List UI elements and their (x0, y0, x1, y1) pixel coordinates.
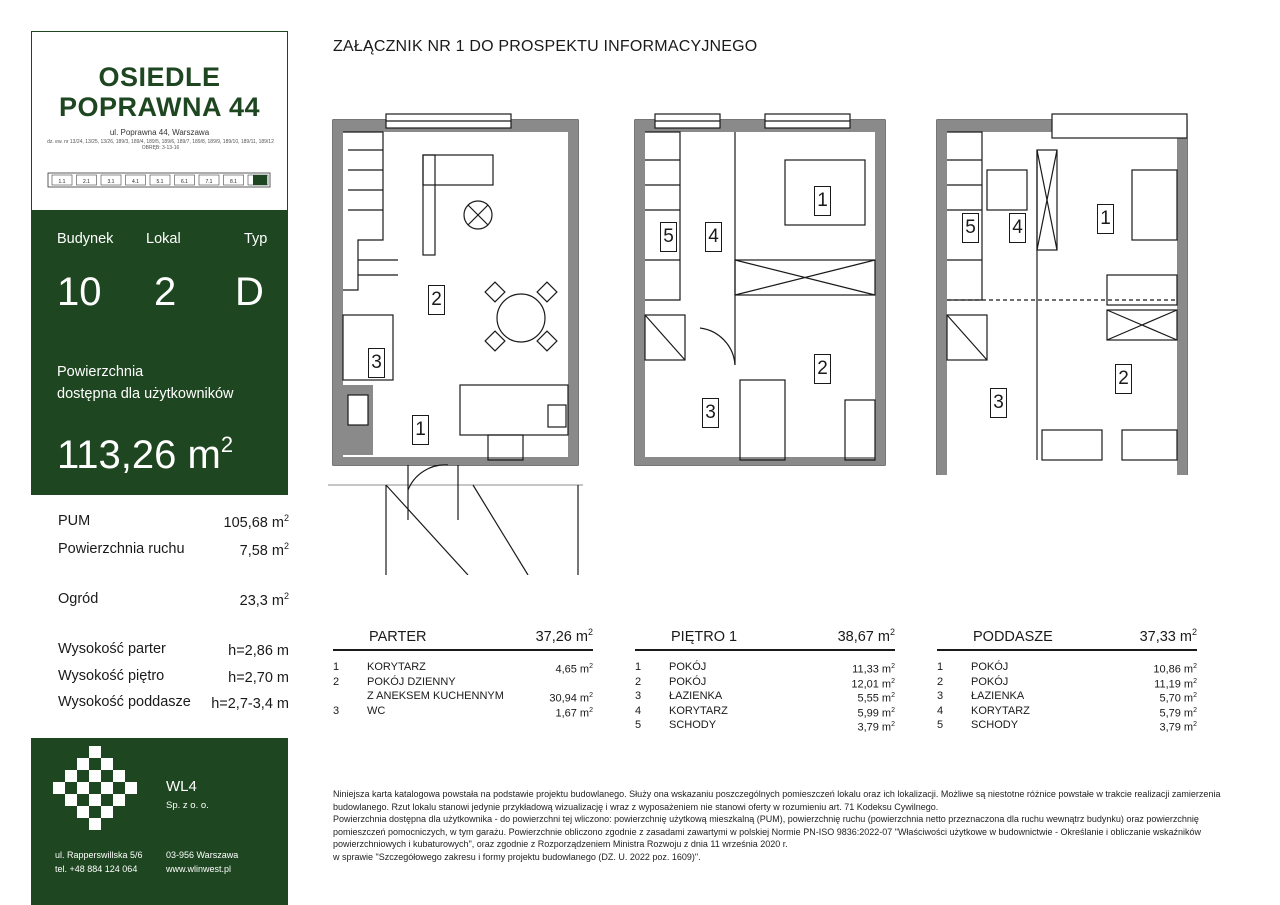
stat-label: PUM (58, 513, 91, 529)
site-unit-label: 3.1 (107, 179, 115, 185)
table-divider (635, 649, 895, 651)
room-area-exponent: 2 (1193, 706, 1197, 714)
company-phone: tel. +48 884 124 064 (55, 864, 138, 874)
room-label-poddasze-1: 1 (1097, 204, 1114, 234)
room-number: 4 (635, 704, 642, 717)
company-logo-icon (53, 746, 139, 832)
stat-value-exponent: 2 (283, 541, 289, 551)
stat-label: Wysokość piętro (58, 668, 165, 684)
room-area (483, 689, 593, 703)
floor-plan-parter (328, 110, 590, 575)
room-label-pietro-4: 4 (705, 222, 722, 252)
floor-name: PODDASZE (973, 629, 1053, 645)
site-unit-label: 8.1 (230, 179, 237, 185)
unit-spec-panel (31, 211, 288, 495)
room-number: 5 (937, 719, 944, 731)
room-area (785, 704, 895, 718)
room-area (1087, 675, 1197, 689)
stat-value-exponent: 2 (283, 591, 289, 601)
room-label-poddasze-5: 5 (962, 213, 979, 243)
stat-value-number: h=2,70 m (228, 669, 289, 686)
room-area-number: 5,99 m (857, 707, 892, 720)
building-number: 10 (57, 270, 102, 314)
floor-plan-pietro (630, 110, 892, 475)
highlighted-unit (253, 175, 267, 185)
room-area-exponent: 2 (589, 706, 593, 714)
project-plots (38, 139, 283, 151)
room-area (1087, 718, 1197, 732)
project-address: ul. Poprawna 44, Warszawa (109, 128, 210, 137)
usable-area-label-1: Powierzchnia (57, 364, 144, 380)
disclaimer (333, 788, 1243, 863)
room-area-number: 10,86 m (1153, 663, 1194, 676)
room-area (785, 660, 895, 674)
room-area-number: 11,19 m (1154, 678, 1194, 691)
building-label: Budynek (57, 231, 114, 247)
room-name: POKÓJ (971, 661, 1009, 673)
project-name-line1: OSIEDLE (98, 62, 221, 92)
floor-name: PIĘTRO 1 (671, 629, 738, 645)
site-unit-label: 6.1 (181, 179, 188, 185)
stat-value-exponent: 2 (283, 513, 289, 523)
room-name: POKÓJ (971, 675, 1009, 688)
room-area-number: 5,55 m (857, 692, 892, 705)
room-area (1087, 689, 1197, 703)
room-number: 3 (635, 690, 642, 702)
room-area-number: 4,65 m (555, 663, 590, 676)
room-area-exponent: 2 (891, 663, 895, 670)
document-title: ZAŁĄCZNIK NR 1 DO PROSPEKTU INFORMACYJNEGO (333, 38, 758, 55)
stat-value (228, 668, 289, 686)
stat-value (240, 591, 289, 609)
floor-name: PARTER (369, 629, 427, 645)
stat-value (224, 513, 289, 531)
usable-area-number: 113,26 m (57, 433, 221, 477)
project-name (32, 62, 287, 122)
room-label-poddasze-2: 2 (1115, 364, 1132, 394)
plot-numbers: dz. ew. nr 13/24, 13/25, 13/26, 189/3, 189/4, 189/5, 189/6, 189/7, 189/8, 189/9, 189/10, 189/11, 189/12 (47, 139, 274, 145)
room-area-number: 3,79 m (1159, 721, 1194, 734)
stat-label: Wysokość parter (58, 641, 166, 657)
room-area-exponent: 2 (589, 663, 593, 670)
room-area-exponent: 2 (891, 706, 895, 714)
district: OBRĘB: 3-13-16 (141, 145, 180, 151)
room-area-number: 3,79 m (857, 721, 892, 734)
room-area-exponent: 2 (1193, 663, 1197, 670)
room-area-number: 30,94 m (549, 692, 590, 705)
usable-area-value (57, 425, 233, 475)
company-suffix: Sp. z o. o. (166, 800, 209, 811)
floor-total-area (473, 627, 593, 645)
room-area-number: 5,79 m (1159, 707, 1194, 720)
room-number: 2 (635, 675, 642, 688)
site-plan-map (46, 169, 276, 193)
floor-total-number: 38,67 m (837, 628, 890, 645)
room-area (785, 675, 895, 689)
room-name: POKÓJ (669, 675, 707, 688)
project-name-line2: POPRAWNA 44 (58, 92, 261, 122)
type-label: Typ (244, 231, 268, 247)
stat-value-number: 23,3 m (239, 592, 284, 609)
room-number: 2 (333, 675, 340, 688)
stat-value-number: 105,68 m (223, 514, 284, 531)
project-logo-box (31, 31, 288, 211)
room-area (483, 660, 593, 674)
floor-total-number: 37,33 m (1139, 628, 1192, 645)
room-area-number: 11,33 m (852, 663, 892, 676)
room-number: 4 (937, 704, 944, 717)
floor-total-area (775, 627, 895, 645)
room-area-exponent: 2 (891, 677, 895, 685)
room-label-poddasze-4: 4 (1009, 213, 1026, 243)
floor-plan-poddasze (932, 110, 1194, 475)
usable-area-label-2: dostępna dla użytkowników (57, 386, 234, 402)
room-name: POKÓJ DZIENNY (367, 675, 456, 688)
company-city: 03-956 Warszawa (166, 850, 239, 860)
room-area-number: 1,67 m (555, 707, 590, 720)
company-name: WL4 (166, 778, 197, 795)
stat-value (228, 641, 289, 659)
room-number: 1 (937, 661, 944, 673)
table-divider (937, 649, 1197, 651)
room-area (785, 718, 895, 732)
site-unit-label: 1.1 (58, 179, 66, 185)
floor-total-area (1077, 627, 1197, 645)
stat-label: Wysokość poddasze (58, 694, 191, 710)
room-area-number: 5,70 m (1159, 692, 1194, 705)
room-number: 3 (333, 704, 340, 717)
room-area (1087, 660, 1197, 674)
room-label-pietro-3: 3 (702, 398, 719, 428)
stat-value-number: h=2,7-3,4 m (211, 695, 289, 712)
room-name: KORYTARZ (669, 704, 728, 717)
room-area-exponent: 2 (891, 721, 895, 728)
room-name: SCHODY (669, 719, 717, 731)
room-area (483, 704, 593, 718)
room-area-exponent: 2 (589, 692, 593, 699)
room-number: 1 (333, 661, 340, 673)
room-area-exponent: 2 (1193, 692, 1197, 699)
room-label-pietro-1: 1 (814, 186, 831, 216)
room-area-exponent: 2 (1193, 721, 1197, 728)
disclaimer-paragraph-3: w sprawie "Szczegółowego zakresu i formy projektu budowlanego (DZ. U. 2022 poz. 1609)". (333, 851, 701, 862)
site-unit-label: 5.1 (156, 179, 164, 185)
stat-value-number: h=2,86 m (228, 642, 289, 659)
stat-value-number: 7,58 m (239, 542, 284, 559)
room-label-parter-3: 3 (368, 348, 385, 378)
floor-total-exponent: 2 (1191, 627, 1197, 637)
table-divider (333, 649, 593, 651)
room-name: Z ANEKSEM KUCHENNYM (367, 690, 504, 702)
room-number: 5 (635, 719, 642, 731)
room-label-parter-2: 2 (428, 285, 445, 315)
room-number: 3 (937, 690, 944, 702)
room-name: KORYTARZ (367, 661, 426, 673)
room-area-exponent: 2 (891, 692, 895, 699)
room-name: KORYTARZ (971, 704, 1030, 717)
room-label-poddasze-3: 3 (990, 388, 1007, 418)
room-area-exponent: 2 (1193, 677, 1197, 685)
room-label-parter-1: 1 (412, 415, 429, 445)
floor-total-exponent: 2 (889, 627, 895, 637)
room-number: 2 (937, 675, 944, 688)
stat-value (211, 694, 289, 712)
room-number: 1 (635, 661, 642, 673)
company-website[interactable]: www.wlinwest.pl (166, 864, 232, 874)
company-panel (31, 738, 288, 905)
site-unit-label: 2.1 (83, 179, 90, 185)
floor-total-number: 37,26 m (535, 628, 588, 645)
room-area (1087, 704, 1197, 718)
site-unit-label: 7.1 (205, 179, 213, 185)
usable-area-exponent: 2 (220, 432, 234, 457)
room-name: WC (367, 704, 386, 717)
disclaimer-paragraph-2: Powierzchnia dostępna dla użytkownika - do powierzchni tej wliczono: powierzchnię użytkową mieszkalną (PUM), powierzchnię ruchu (powierzchnia netto przeznaczona dla ruchu wewnątrz budynku) oraz powierzchnię pomieszczeń pomocniczych, w tym garażu. Powierzchnie obliczono zgodnie z zasadami zawartymi w polskiej Normie PN-ISO 9836:2022-07 "Właściwości użytkowe w budownictwie - Określanie i obliczanie wskaźników powierzchniowych i kubaturowych", oraz zgodnie z Rozporządzeniem Ministra Rozwoju z dnia 11 września 2020 r. (333, 814, 1202, 849)
room-area (785, 689, 895, 703)
room-label-pietro-5: 5 (660, 222, 677, 252)
unit-number: 2 (154, 270, 177, 314)
room-label-pietro-2: 2 (814, 354, 831, 384)
stat-label: Ogród (58, 591, 99, 607)
room-name: POKÓJ (669, 661, 707, 673)
stat-value (240, 541, 289, 559)
stat-label: Powierzchnia ruchu (58, 541, 185, 557)
company-street: ul. Rapperswillska 5/6 (55, 850, 143, 860)
floor-total-exponent: 2 (587, 627, 593, 637)
room-name: SCHODY (971, 719, 1019, 731)
site-unit-label: 4.1 (132, 179, 139, 185)
room-name: ŁAZIENKA (669, 690, 723, 702)
room-area-number: 12,01 m (851, 678, 892, 691)
disclaimer-paragraph-1: Niniejsza karta katalogowa powstała na podstawie projektu budowlanego. Służy ona wskazaniu poszczególnych pomieszczeń lokalu oraz ich lokalizacji. Możliwe są niestotne różnice powstałe w trakcie realizacji zamierzenia budowlanego. Rzut lokalu stanowi jedynie przykładową wizualizację i wraz z wyposażeniem nie stanowi oferty w rozumieniu art. 71 Kodeksu Cywilnego. (333, 789, 1221, 812)
unit-type: D (235, 270, 264, 314)
room-name: ŁAZIENKA (971, 690, 1025, 702)
unit-label: Lokal (146, 231, 181, 247)
